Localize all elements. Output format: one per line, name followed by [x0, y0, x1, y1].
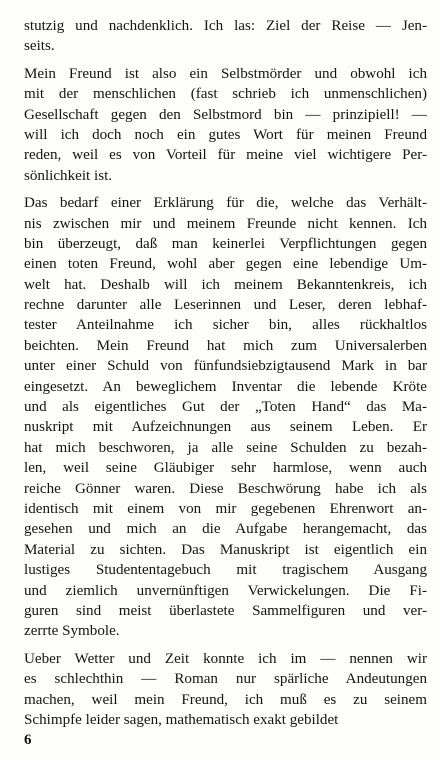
paragraph-gap	[24, 642, 427, 649]
text-line: seits.	[24, 38, 55, 55]
text-line: es schlechthin — Roman nur spärliche Andeutungen	[24, 671, 427, 688]
text-line: Gesellschaft gegen den Selbstmord bin — prinzipiell! —	[24, 106, 427, 123]
text-line: rechne darunter alle Leserinnen und Leser, deren lebhaf-	[24, 297, 427, 314]
text-line: Ueber Wetter und Zeit konnte ich im — nennen wir	[24, 650, 427, 667]
text-line: tester Anteilnahme ich sicher bin, alles rückhaltlos	[24, 317, 427, 334]
paragraph	[24, 193, 427, 642]
text-line: identisch mit einem von mir gegebenen Ehrenwort an-	[24, 500, 427, 517]
page-number: 6	[24, 732, 32, 748]
text-line: unter einer Schuld von fünfundsiebzigtausend Mark in bar	[24, 358, 427, 375]
text-line: nuskript mit Aufzeichnungen aus seinem Leben. Er	[24, 419, 427, 436]
text-line: einen toten Freund, wohl aber gegen eine lebendige Um-	[24, 256, 427, 273]
text-line: Mein Freund ist also ein Selbstmörder und obwohl ich	[24, 65, 427, 82]
text-line: bin überzeugt, daß man keinerlei Verpflichtungen gegen	[24, 235, 427, 252]
text-line: Das bedarf einer Erklärung für die, welche das Verhält-	[24, 195, 427, 212]
text-line: Schimpfe leider sagen, mathematisch exakt gebildet	[24, 711, 339, 728]
text-line: sönlichkeit ist.	[24, 167, 113, 184]
text-line: nis zwischen mir und meinem Freunde nicht kennen. Ich	[24, 215, 427, 232]
paragraph-gap	[24, 57, 427, 64]
text-line: gesehen und mich an die Aufgabe herangemacht, das	[24, 521, 427, 538]
text-line: mit der menschlichen (fast schrieb ich unmenschlichen)	[24, 86, 427, 103]
text-line: beichten. Mein Freund hat mich zum Universalerben	[24, 337, 427, 354]
paragraph-gap	[24, 186, 427, 193]
text-line: machen, weil mein Freund, ich muß es zu seinem	[24, 691, 427, 708]
text-line: lustiges Studententagebuch mit tragischem Ausgang	[24, 562, 427, 579]
text-line: guren sind meist überlastete Sammelfiguren und ver-	[24, 602, 427, 619]
text-line: und als eigentliches Gut der „Toten Hand“ das Ma-	[24, 399, 427, 416]
text-line: Material zu sichten. Das Manuskript ist eigentlich ein	[24, 541, 427, 558]
text-line: zerrte Symbole.	[24, 623, 120, 640]
text-line: reiche Gönner waren. Diese Beschwörung habe ich als	[24, 480, 427, 497]
text-line: reden, weil es von Vorteil für meine viel wichtigere Per-	[24, 147, 427, 164]
text-line: eingesetzt. An beweglichem Inventar die lebende Kröte	[24, 378, 427, 395]
body-text	[24, 16, 427, 730]
paragraph	[24, 64, 427, 186]
paragraph	[24, 649, 427, 731]
text-line: hat mich beschworen, ja alle seine Schulden zu bezah-	[24, 439, 427, 456]
text-line: und ziemlich unvernünftigen Verwickelungen. Die Fi-	[24, 582, 427, 599]
text-line: will ich doch noch ein gutes Wort für meinen Freund	[24, 126, 427, 143]
paragraph	[24, 16, 427, 57]
text-line: len, weil seine Gläubiger sehr harmlose, wenn auch	[24, 460, 427, 477]
text-line: stutzig und nachdenklich. Ich las: Ziel der Reise — Jen-	[24, 18, 427, 34]
text-line: welt hat. Deshalb will ich meinem Bekanntenkreis, ich	[24, 276, 427, 293]
